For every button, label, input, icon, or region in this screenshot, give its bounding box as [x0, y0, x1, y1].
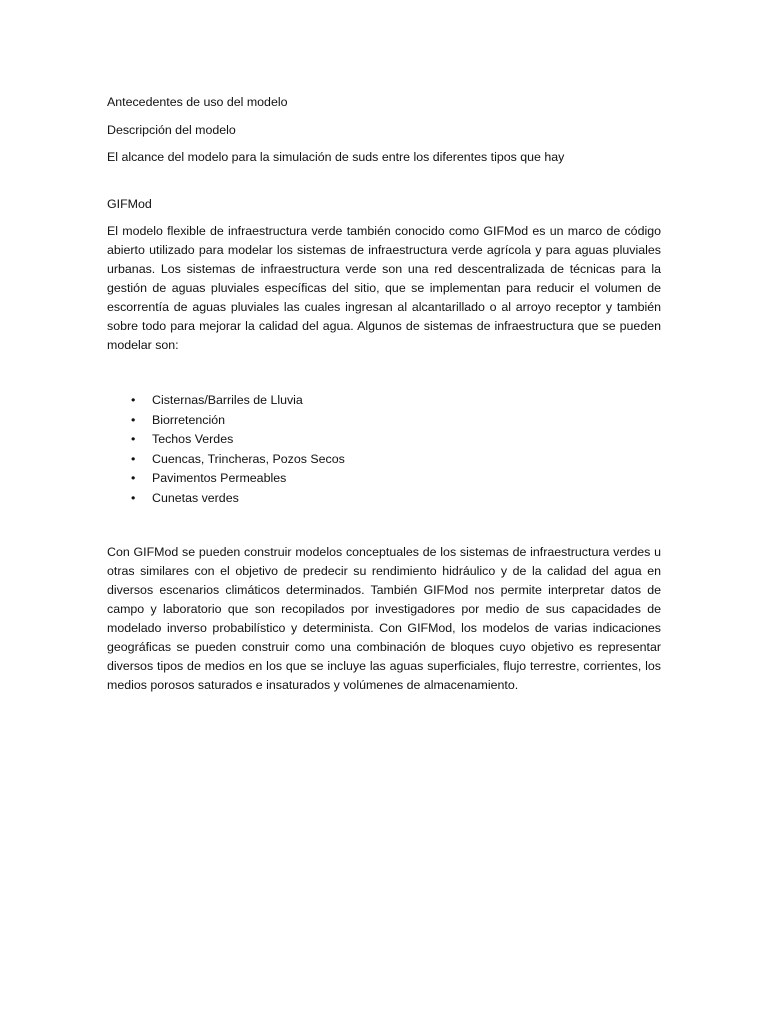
section-title-gifmod: GIFMod	[107, 197, 152, 211]
bullet-icon: •	[131, 490, 136, 505]
list-item	[107, 391, 661, 411]
list-item-label: Pavimentos Permeables	[152, 471, 287, 485]
list-item	[107, 450, 661, 470]
bullet-icon: •	[131, 412, 136, 427]
list-item-label: Cuencas, Trincheras, Pozos Secos	[152, 451, 345, 466]
bullet-icon: •	[131, 393, 136, 407]
heading-antecedentes: Antecedentes de uso del modelo	[107, 95, 288, 109]
list-item-label: Biorretención	[152, 412, 226, 427]
list-item	[107, 489, 661, 509]
paragraph-gifmod-capabilities: Con GIFMod se pueden construir modelos conceptuales de los sistemas de infraestructura verdes u otras similares con el objetivo de predecir su rendimiento hidráulico y de la calidad del agua en diversos escenarios climáticos determinados. También GIFMod nos permite interpretar datos de campo y laboratorio que son recopilados por investigadores por medio de sus capacidades de modelado inverso probabilístico y determinista. Con GIFMod, los modelos de varias indicaciones geográficas se pueden construir como una combinación de bloques cuyo objetivo es representar diversos tipos de medios en los que se incluye las aguas superficiales, flujo terrestre, corrientes, los medios porosos saturados e insaturados y volúmenes de almacenamiento.	[107, 545, 661, 692]
list-item-label: Cunetas verdes	[152, 490, 239, 505]
heading-alcance: El alcance del modelo para la simulación de suds entre los diferentes tipos que hay	[107, 150, 565, 164]
document-body	[107, 93, 661, 695]
list-item	[107, 430, 661, 450]
bullet-icon: •	[131, 471, 136, 485]
paragraph-intro: El modelo flexible de infraestructura verde también conocido como GIFMod es un marco de código abierto utilizado para modelar los sistemas de infraestructura verde agrícola y para aguas pluviales urbanas. Los sistemas de infraestructura verde son una red descentralizada de técnicas para la gestión de aguas pluviales específicas del sitio, que se implementan para reducir el volumen de escorrentía de aguas pluviales las cuales ingresan al alcantarillado o al arroyo receptor y también sobre todo para mejorar la calidad del agua. Algunos de sistemas de infraestructura que se pueden modelar son:	[107, 224, 661, 352]
bullet-icon: •	[131, 451, 136, 466]
list-item-label: Techos Verdes	[152, 432, 234, 446]
list-item-label: Cisternas/Barriles de Lluvia	[152, 393, 303, 407]
list-item	[107, 469, 661, 489]
heading-descripcion: Descripción del modelo	[107, 122, 236, 137]
bullet-icon: •	[131, 432, 136, 446]
systems-list	[107, 391, 661, 508]
list-item	[107, 411, 661, 431]
